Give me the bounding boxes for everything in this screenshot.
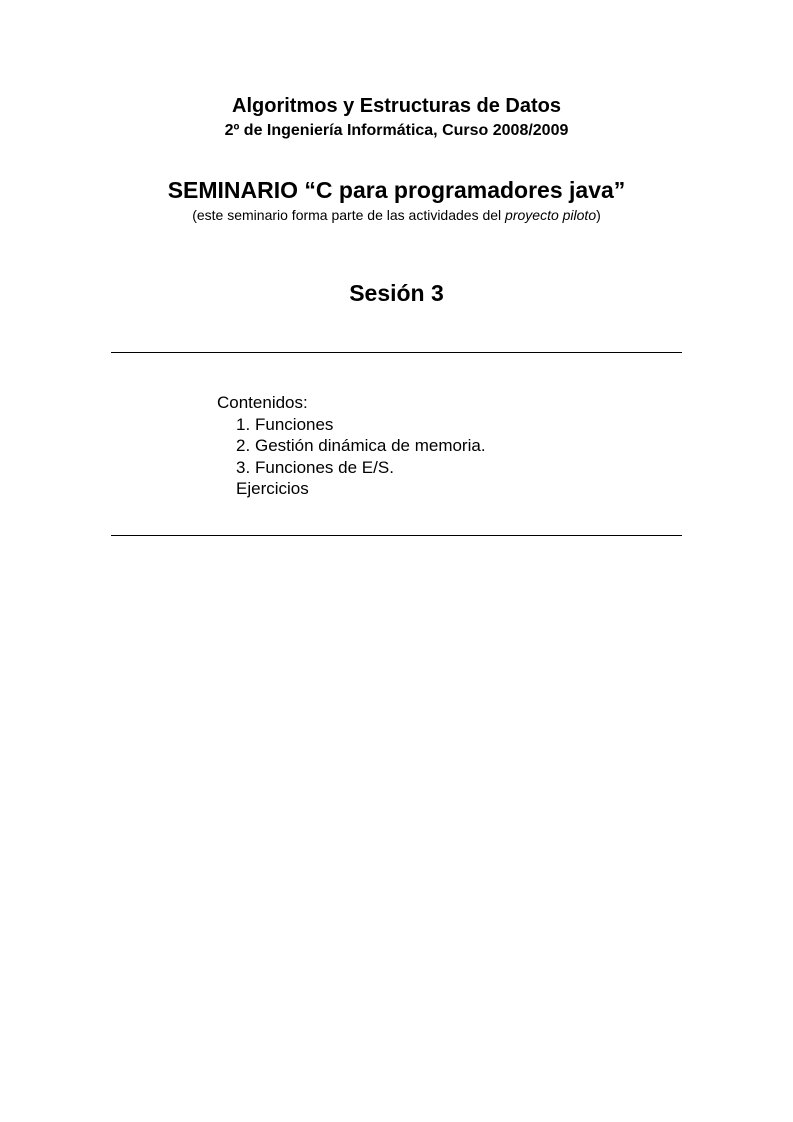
course-title: Algoritmos y Estructuras de Datos <box>232 95 561 117</box>
contents-item-number: 3. <box>236 457 251 477</box>
contents-list <box>217 414 486 479</box>
contents-heading: Contenidos: <box>217 393 308 412</box>
contents-item <box>217 457 486 479</box>
divider-top <box>111 352 682 353</box>
contents-item <box>217 435 486 457</box>
contents-section <box>217 392 486 500</box>
seminar-note <box>0 206 793 224</box>
contents-item <box>217 414 486 436</box>
contents-item-label: Gestión dinámica de memoria. <box>255 436 486 455</box>
divider-bottom <box>111 535 682 536</box>
contents-item-label: Funciones <box>255 414 334 434</box>
contents-extra: Ejercicios <box>236 479 309 498</box>
contents-item-number: 1. <box>236 414 251 434</box>
contents-item-label: Funciones de E/S. <box>255 457 394 477</box>
course-subtitle: 2º de Ingeniería Informática, Curso 2008/2009 <box>224 122 569 139</box>
seminar-note-suffix: ) <box>596 207 601 223</box>
seminar-note-prefix: (este seminario forma parte de las actividades del <box>192 207 506 223</box>
contents-item-number: 2. <box>236 436 251 455</box>
seminar-note-emphasis: proyecto piloto <box>505 207 597 223</box>
session-title: Sesión 3 <box>349 280 444 306</box>
seminar-title: SEMINARIO “C para programadores java” <box>167 177 626 203</box>
